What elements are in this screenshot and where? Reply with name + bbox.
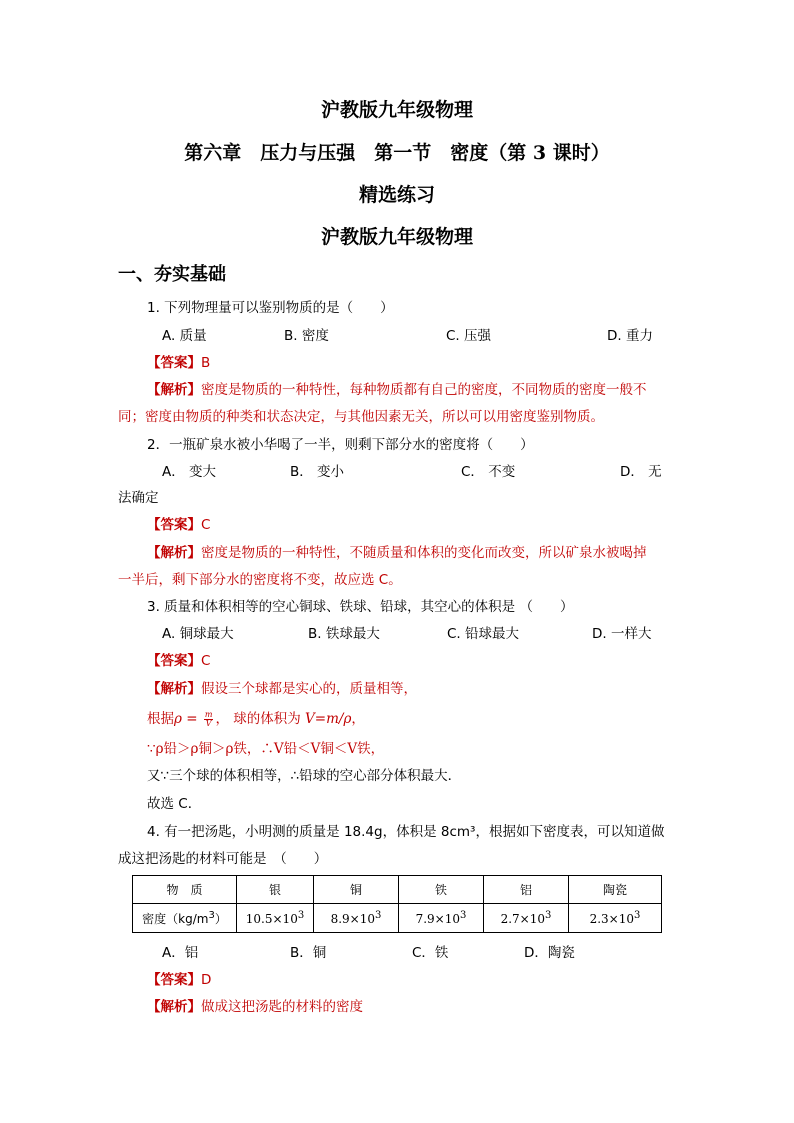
q3-option-a: A. 铜球最大 <box>162 626 234 642</box>
q3-option-b: B. 铁球最大 <box>308 626 380 642</box>
analysis-text: 做成这把汤匙的材料的密度 <box>201 999 363 1015</box>
answer-value: C <box>201 653 211 669</box>
q3-answer <box>147 652 210 670</box>
q1-analysis-line-1 <box>147 381 647 399</box>
answer-value: C <box>201 517 211 533</box>
analysis-tag: 【解析】 <box>147 999 201 1015</box>
table-row <box>133 904 662 933</box>
section-heading: 一、夯实基础 <box>118 264 226 285</box>
title-practice: 精选练习 <box>358 184 435 206</box>
q2-stem: 2．一瓶矿泉水被小华喝了一半，则剩下部分水的密度将（ ） <box>147 437 534 453</box>
row-label-text: 密度（kg/m <box>142 911 209 926</box>
answer-tag: 【答案】 <box>147 517 201 533</box>
q4-stem-line-1: 4. 有一把汤匙，小明测的质量是 18.4g，体积是 8cm³，根据如下密度表，可以知道做 <box>147 824 665 840</box>
title-textbook-repeat: 沪教版九年级物理 <box>320 226 473 248</box>
table-cell <box>314 904 399 933</box>
table-header-cell: 陶瓷 <box>569 876 662 904</box>
table-header-row <box>133 876 662 904</box>
q4-option-c: C．铁 <box>412 945 449 961</box>
analysis-tag: 【解析】 <box>147 382 201 398</box>
q4-analysis-line-1 <box>147 998 363 1016</box>
analysis-text: 假设三个球都是实心的，质量相等， <box>201 681 417 697</box>
density-exponent: 3 <box>375 910 382 921</box>
q3-analysis-line-1 <box>147 680 417 698</box>
density-exponent: 3 <box>297 910 305 921</box>
row-label-superscript: 3 <box>208 909 215 921</box>
density-value: 7.9×10 <box>415 912 461 926</box>
density-exponent: 3 <box>460 910 467 921</box>
analysis-tag: 【解析】 <box>147 545 201 561</box>
q1-option-c: C. 压强 <box>446 328 492 344</box>
q4-option-d: D．陶瓷 <box>524 945 575 961</box>
q4-answer <box>147 971 211 989</box>
formula-prefix: 根据 <box>147 711 174 727</box>
row-label-end: ） <box>214 911 227 926</box>
density-exponent: 3 <box>634 910 641 921</box>
analysis-text: 密度是物质的一种特性，不随质量和体积的变化而改变，所以矿泉水被喝掉 <box>201 545 647 561</box>
q1-stem: 1. 下列物理量可以鉴别物质的是（ ） <box>147 300 394 316</box>
q2-analysis-line-1 <box>147 544 647 562</box>
q2-option-b: B． 变小 <box>290 464 345 480</box>
q1-option-d: D. 重力 <box>607 328 653 344</box>
density-value: 2.3×10 <box>589 912 635 926</box>
volume-formula: V=m/ρ <box>305 711 352 727</box>
q2-option-c: C． 不变 <box>461 464 516 480</box>
table-row-label <box>133 904 237 933</box>
density-exponent: 3 <box>545 910 552 921</box>
answer-tag: 【答案】 <box>147 653 201 669</box>
q4-option-b: B．铜 <box>290 945 327 961</box>
q2-option-a: A． 变大 <box>162 464 217 480</box>
title-chapter: 第六章 压力与压强 第一节 密度（第 3 课时） <box>184 142 610 164</box>
fraction-denominator: V <box>205 718 212 728</box>
table-header-cell: 物 质 <box>133 876 237 904</box>
table-cell <box>237 904 314 933</box>
analysis-tag: 【解析】 <box>147 681 201 697</box>
density-formula-symbol: ρ = <box>174 711 202 727</box>
q3-analysis-choice-line: 故选 C． <box>147 796 202 812</box>
answer-tag: 【答案】 <box>147 972 201 988</box>
title-textbook: 沪教版九年级物理 <box>320 99 473 121</box>
q2-option-d: D． 无 <box>620 464 662 480</box>
table-header-cell: 铝 <box>484 876 569 904</box>
q2-option-d-wrap: 法确定 <box>118 490 159 506</box>
q1-analysis-line-2: 同；密度由物质的种类和状态决定，与其他因素无关，所以可以用密度鉴别物质。 <box>118 409 604 425</box>
formula-middle: ， 球的体积为 <box>215 711 306 727</box>
table-header-cell: 铁 <box>399 876 484 904</box>
table-cell <box>484 904 569 933</box>
density-value: 10.5×10 <box>245 912 298 926</box>
q1-answer <box>147 354 210 372</box>
q2-analysis-line-2: 一半后，剩下部分水的密度将不变，故应选 C。 <box>118 572 402 588</box>
q3-option-d: D. 一样大 <box>592 626 652 642</box>
q3-option-c: C. 铅球最大 <box>447 626 520 642</box>
analysis-text: 密度是物质的一种特性，每种物质都有自己的密度，不同物质的密度一般不 <box>201 382 647 398</box>
formula-end: ， <box>351 711 365 727</box>
answer-value: B <box>201 355 211 371</box>
q4-option-a: A．铝 <box>162 945 199 961</box>
q1-option-b: B. 密度 <box>284 328 329 344</box>
q3-analysis-conclusion-line: 又∵三个球的体积相等，∴铅球的空心部分体积最大． <box>147 768 462 784</box>
table-header-cell: 银 <box>237 876 314 904</box>
density-value: 8.9×10 <box>330 912 376 926</box>
mass-over-volume-fraction <box>204 711 214 728</box>
table-header-cell: 铜 <box>314 876 399 904</box>
q4-stem-line-2: 成这把汤匙的材料可能是 （ ） <box>118 851 328 867</box>
table-cell <box>569 904 662 933</box>
answer-tag: 【答案】 <box>147 355 201 371</box>
q1-option-a: A. 质量 <box>162 328 207 344</box>
q3-analysis-formula-line <box>147 710 365 728</box>
q2-answer <box>147 516 210 534</box>
q3-analysis-inequality-line: ∵ρ铅＞ρ铜＞ρ铁，∴V铅＜V铜＜V铁， <box>147 741 385 757</box>
table-cell <box>399 904 484 933</box>
fraction-numerator: m <box>204 709 213 719</box>
q3-stem: 3. 质量和体积相等的空心铜球、铁球、铅球，其空心的体积是 （ ） <box>147 599 574 615</box>
density-table <box>132 875 662 933</box>
answer-value: D <box>201 972 212 988</box>
density-value: 2.7×10 <box>500 912 546 926</box>
